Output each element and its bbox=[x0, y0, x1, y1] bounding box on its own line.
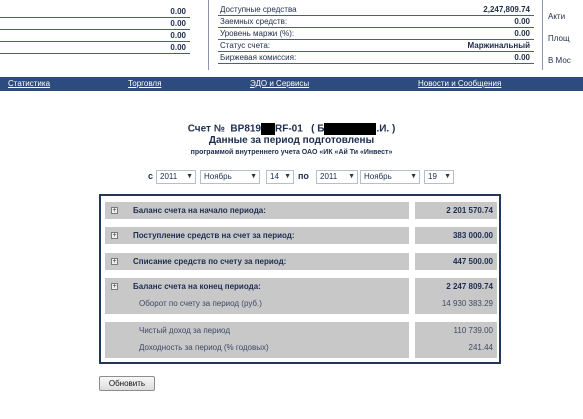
info-value: Маржинальный bbox=[467, 41, 530, 50]
from-day-select[interactable]: 14 ▼ bbox=[266, 170, 294, 184]
row-value: 241.44 bbox=[468, 343, 493, 352]
redaction-box bbox=[324, 123, 376, 135]
info-value: 2,247,809.74 bbox=[483, 5, 530, 14]
account-number-start: BP819 bbox=[230, 123, 261, 135]
divider bbox=[208, 0, 209, 70]
redaction-box bbox=[261, 123, 275, 135]
account-status-row bbox=[218, 40, 534, 52]
main-nav bbox=[0, 77, 583, 91]
info-label: Заемных средств: bbox=[220, 17, 288, 26]
expand-icon[interactable]: + bbox=[112, 207, 117, 214]
from-label: с bbox=[148, 171, 154, 181]
report-program: программой внутреннего учета ОАО «ИК «Ай Ти «Инвест» bbox=[190, 149, 393, 156]
nav-statistics-link[interactable]: Статистика bbox=[8, 79, 51, 88]
chevron-down-icon: ▼ bbox=[410, 173, 417, 180]
info-value: 0.00 bbox=[514, 17, 530, 26]
account-title bbox=[0, 123, 583, 135]
borrowed-funds-row bbox=[218, 16, 534, 28]
left-value: 0.00 bbox=[0, 18, 190, 30]
name-close: .И. ) bbox=[376, 123, 396, 135]
report-subtitle: Данные за период подготовлены bbox=[208, 135, 375, 146]
nav-trading-link[interactable]: Торговля bbox=[128, 79, 162, 88]
to-month-select[interactable]: Ноябрь ▼ bbox=[360, 170, 420, 184]
margin-level-row bbox=[218, 28, 534, 40]
from-year-select[interactable]: 2011 ▼ bbox=[156, 170, 196, 184]
info-label: Статус счета: bbox=[220, 41, 271, 50]
right-item: Акти bbox=[548, 12, 566, 21]
chevron-down-icon: ▼ bbox=[250, 173, 257, 180]
table-row-group bbox=[105, 278, 497, 314]
table-row-group bbox=[105, 322, 497, 358]
account-info-table bbox=[218, 4, 534, 64]
info-label: Уровень маржи (%): bbox=[220, 29, 295, 38]
exchange-fee-row bbox=[218, 52, 534, 64]
report-table bbox=[99, 194, 501, 364]
left-value: 0.00 bbox=[0, 30, 190, 42]
account-summary-panel bbox=[0, 0, 583, 70]
table-row bbox=[105, 202, 497, 219]
to-day-select[interactable]: 19 ▼ bbox=[424, 170, 454, 184]
row-value: 383 000.00 bbox=[452, 231, 493, 240]
chevron-down-icon: ▼ bbox=[444, 173, 451, 180]
to-label: по bbox=[298, 171, 309, 181]
row-label: Оборот по счету за период (руб.) bbox=[139, 299, 262, 308]
left-value: 0.00 bbox=[0, 6, 190, 18]
expand-icon[interactable]: + bbox=[112, 232, 117, 239]
row-value: 447 500.00 bbox=[452, 257, 493, 266]
to-year-select[interactable]: 2011 ▼ bbox=[316, 170, 358, 184]
row-value: 14 930 383.29 bbox=[441, 299, 493, 308]
row-label: Доходность за период (% годовых) bbox=[139, 343, 269, 352]
expand-icon[interactable]: + bbox=[112, 283, 117, 290]
row-label: Поступление средств на счет за период: bbox=[133, 231, 295, 240]
account-prefix: Счет № bbox=[187, 123, 225, 135]
row-label: Чистый доход за период bbox=[139, 326, 230, 335]
divider bbox=[542, 0, 543, 70]
right-info-column bbox=[548, 0, 583, 70]
name-open: ( Б bbox=[311, 123, 325, 135]
right-item: Площ bbox=[548, 34, 570, 43]
left-value: 0.00 bbox=[0, 42, 190, 54]
from-month-select[interactable]: Ноябрь ▼ bbox=[200, 170, 260, 184]
left-values-column bbox=[0, 6, 190, 54]
nav-services-link[interactable]: ЭДО и Сервисы bbox=[250, 79, 310, 88]
table-row bbox=[105, 253, 497, 270]
account-number-end: RF-01 bbox=[275, 123, 303, 135]
info-label: Доступные средства bbox=[220, 5, 297, 14]
info-value: 0.00 bbox=[514, 29, 530, 38]
row-value: 2 201 570.74 bbox=[446, 206, 493, 215]
refresh-button[interactable]: Обновить bbox=[99, 376, 155, 391]
chevron-down-icon: ▼ bbox=[186, 173, 193, 180]
table-row bbox=[105, 227, 497, 244]
chevron-down-icon: ▼ bbox=[284, 173, 291, 180]
row-value: 2 247 809.74 bbox=[446, 282, 493, 291]
row-label: Баланс счета на начало периода: bbox=[133, 206, 266, 215]
row-label: Баланс счета на конец периода: bbox=[133, 282, 261, 291]
info-label: Биржевая комиссия: bbox=[220, 53, 297, 62]
expand-icon[interactable]: + bbox=[112, 258, 117, 265]
nav-news-link[interactable]: Новости и Сообщения bbox=[418, 79, 502, 88]
info-value: 0.00 bbox=[514, 53, 530, 62]
chevron-down-icon: ▼ bbox=[348, 173, 355, 180]
row-label: Списание средств по счету за период: bbox=[133, 257, 287, 266]
available-funds-row bbox=[218, 4, 534, 16]
row-value: 110 739.00 bbox=[453, 326, 493, 335]
right-item: В Мос bbox=[548, 56, 571, 65]
